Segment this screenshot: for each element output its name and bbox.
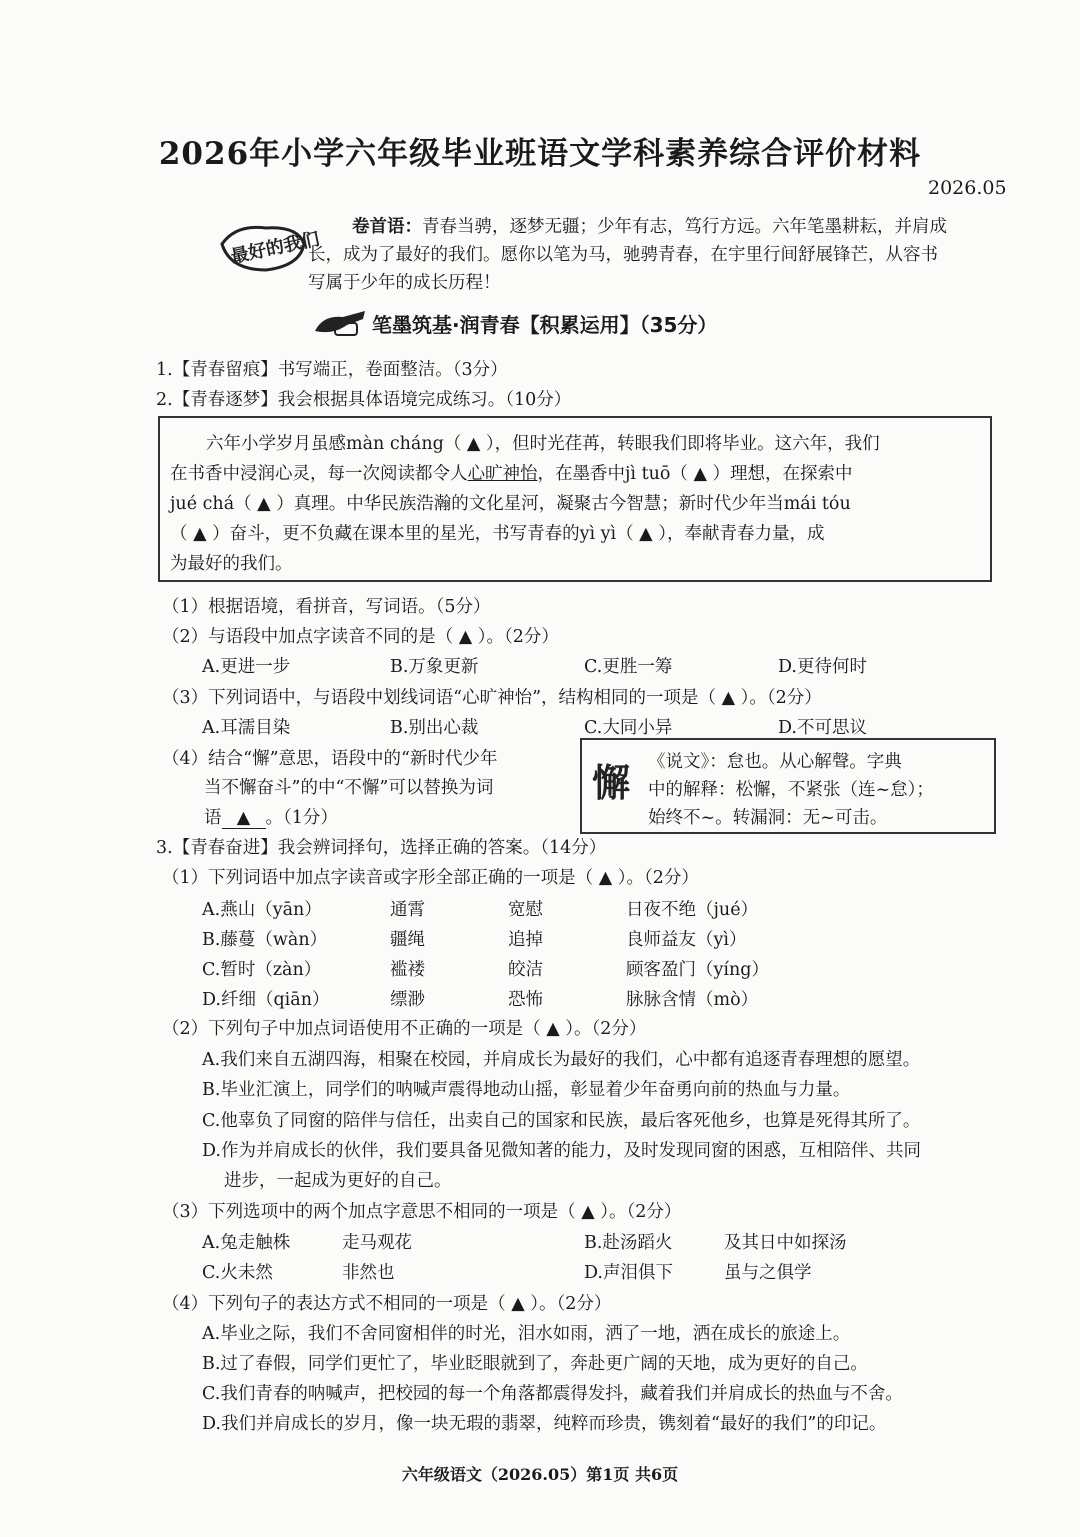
q3-sub3-opt-c-2: 非然也	[342, 1263, 395, 1283]
question-1: 1.【青春留痕】书写端正，卷面整洁。（3分）	[156, 360, 508, 380]
logo-text: 最好的我们	[228, 228, 322, 268]
page-title: 2026年小学六年级毕业班语文学科素养综合评价材料	[158, 136, 922, 172]
q3-sub1-b-4: 良师益友（yì）	[626, 930, 747, 950]
passage-line-1: 六年小学岁月虽感màn cháng（ ▲ ），但时光荏苒，转眼我们即将毕业。这六年，我们	[206, 434, 880, 454]
q2-sub4-line-2: 当不懈奋斗”的中“不懈”可以替换为词	[204, 778, 494, 798]
question-2-title: 2.【青春逐梦】我会根据具体语境完成练习。（10分）	[156, 390, 572, 410]
page-footer: 六年级语文（2026.05）第1页 共6页	[401, 1465, 679, 1484]
q3-sub3-opt-a-1: A.兔走触株	[202, 1233, 291, 1253]
q3-sub1-d-4: 脉脉含情（mò）	[626, 990, 759, 1010]
passage-line-2: 在书香中浸润心灵，每一次阅读都令人心旷神怡，在墨香中jì tuō（ ▲ ）理想，在探索中	[170, 464, 853, 484]
q3-sub1-b-2: 疆绳	[390, 930, 425, 950]
q3-sub2-opt-d-line-1: D.作为并肩成长的伙伴，我们要具备见微知著的能力，及时发现同窗的困惑，互相陪伴、共同	[202, 1141, 921, 1161]
q3-sub3: （3）下列选项中的两个加点字意思不相同的一项是（ ▲ ）。（2分）	[162, 1202, 682, 1222]
q3-sub1-d-2: 缥渺	[390, 990, 425, 1010]
exam-date: 2026.05	[928, 177, 1007, 199]
q3-sub3-opt-a-2: 走马观花	[342, 1233, 412, 1253]
underlined-word: 心旷神怡	[467, 464, 538, 484]
q3-sub1-b-1: B.藤蔓（wàn）	[202, 930, 328, 950]
q3-sub4-opt-a: A.毕业之际，我们不舍同窗相伴的时光，泪水如雨，洒了一地，洒在成长的旅途上。	[202, 1324, 851, 1344]
q2-sub1: （1）根据语境，看拼音，写词语。（5分）	[162, 597, 491, 617]
preface-line-1: 卷首语：青春当骋，逐梦无疆；少年有志，笃行方远。六年笔墨耕耘，并肩成	[352, 217, 947, 237]
q2-sub4-line-1: （4）结合“懈”意思，语段中的“新时代少年	[162, 749, 498, 769]
q3-sub2-opt-c: C.他辜负了同窗的陪伴与信任，出卖自己的国家和民族，最后客死他乡，也算是死得其所了。	[202, 1111, 921, 1131]
q2-sub2: （2）与语段中加点字读音不同的是（ ▲ ）。（2分）	[162, 627, 559, 647]
q3-sub3-opt-d-2: 虽与之俱学	[724, 1263, 812, 1283]
q3-sub1-b-3: 追掉	[508, 930, 543, 950]
q2-sub3-opt-d: D.不可思议	[778, 718, 867, 738]
preface-line-3: 写属于少年的成长历程！	[308, 273, 501, 293]
q2-sub4-line-3: 语 ▲ 。（1分）	[204, 808, 338, 828]
q2-sub2-opt-b: B.万象更新	[390, 657, 479, 677]
passage-line-3: jué chá（ ▲ ）真理。中华民族浩瀚的文化星河，凝聚古今智慧；新时代少年当mái tóu	[170, 494, 851, 514]
preface-line-2: 长，成为了最好的我们。愿你以笔为马，驰骋青春，在宇里行间舒展锋芒，从容书	[308, 245, 938, 265]
q3-sub1-a-2: 通霄	[390, 900, 425, 920]
dict-line-1: 《说文》：怠也。从心解聲。字典	[648, 752, 902, 772]
q3-sub4: （4）下列句子的表达方式不相同的一项是（ ▲ ）。（2分）	[162, 1294, 612, 1314]
q3-sub4-opt-d: D.我们并肩成长的岁月，像一块无瑕的翡翠，纯粹而珍贵，镌刻着“最好的我们”的印记。	[202, 1414, 887, 1434]
q3-sub2: （2）下列句子中加点词语使用不正确的一项是（ ▲ ）。（2分）	[162, 1019, 647, 1039]
section-title: 笔墨筑基·润青春【积累运用】（35分）	[372, 313, 718, 337]
q3-sub2-opt-d-line-2: 进步，一起成为更好的自己。	[224, 1171, 452, 1191]
q3-sub4-opt-b: B.过了春假，同学们更忙了，毕业眨眼就到了，奔赴更广阔的天地，成为更好的自己。	[202, 1354, 868, 1374]
q2-sub3-opt-c: C.大同小异	[584, 718, 673, 738]
q2-sub2-opt-d: D.更待何时	[778, 657, 867, 677]
brush-icon	[313, 305, 369, 339]
q2-sub3-opt-a: A.耳濡目染	[202, 718, 291, 738]
dict-line-2: 中的解释：松懈，不紧张（连~怠）；	[648, 780, 934, 800]
svg-text:懈: 懈	[592, 760, 631, 805]
passage-line-5: 为最好的我们。	[170, 554, 293, 574]
dict-line-3: 始终不~。转漏洞：无~可击。	[648, 808, 888, 828]
passage-line-4: （ ▲ ）奋斗，更不负藏在课本里的星光，书写青春的yì yì（ ▲ ），奉献青春力量，成	[170, 524, 825, 544]
q3-sub1-a-3: 宽慰	[508, 900, 543, 920]
seal-script-character	[590, 748, 634, 820]
q2-sub3: （3）下列词语中，与语段中划线词语“心旷神怡”，结构相同的一项是（ ▲ ）。（2分）	[162, 688, 822, 708]
q3-sub2-opt-b: B.毕业汇演上，同学们的呐喊声震得地动山摇，彰显着少年奋勇向前的热血与力量。	[202, 1080, 851, 1100]
question-3-title: 3.【青春奋进】我会辨词择句，选择正确的答案。（14分）	[156, 838, 607, 858]
q3-sub3-opt-b-1: B.赴汤蹈火	[584, 1233, 673, 1253]
q3-sub1-d-3: 恐怖	[508, 990, 543, 1010]
passage-box	[158, 416, 992, 582]
q3-sub2-opt-a: A.我们来自五湖四海，相聚在校园，并肩成长为最好的我们，心中都有追逐青春理想的愿望。	[202, 1050, 921, 1070]
q3-sub1-c-2: 褴褛	[390, 960, 425, 980]
q3-sub4-opt-c: C.我们青春的呐喊声，把校园的每一个角落都震得发抖，藏着我们并肩成长的热血与不舍。	[202, 1384, 903, 1404]
q2-sub2-opt-c: C.更胜一筹	[584, 657, 673, 677]
q3-sub1-a-1: A.燕山（yān）	[202, 900, 322, 920]
q3-sub3-opt-d-1: D.声泪俱下	[584, 1263, 673, 1283]
q3-sub3-opt-b-2: 及其日中如探汤	[724, 1233, 847, 1253]
q3-sub1-a-4: 日夜不绝（jué）	[626, 900, 759, 920]
q3-sub3-opt-c-1: C.火未然	[202, 1263, 273, 1283]
q3-sub1-c-1: C.暂时（zàn）	[202, 960, 322, 980]
logo	[216, 214, 322, 284]
q3-sub1-c-3: 皎洁	[508, 960, 543, 980]
q2-sub3-opt-b: B.别出心裁	[390, 718, 479, 738]
q3-sub1: （1）下列词语中加点字读音或字形全部正确的一项是（ ▲ ）。（2分）	[162, 868, 699, 888]
q3-sub1-c-4: 顾客盈门（yíng）	[626, 960, 769, 980]
answer-blank: ▲	[222, 808, 266, 829]
q3-sub1-d-1: D.纤细（qiān）	[202, 990, 330, 1010]
q2-sub2-opt-a: A.更进一步	[202, 657, 291, 677]
